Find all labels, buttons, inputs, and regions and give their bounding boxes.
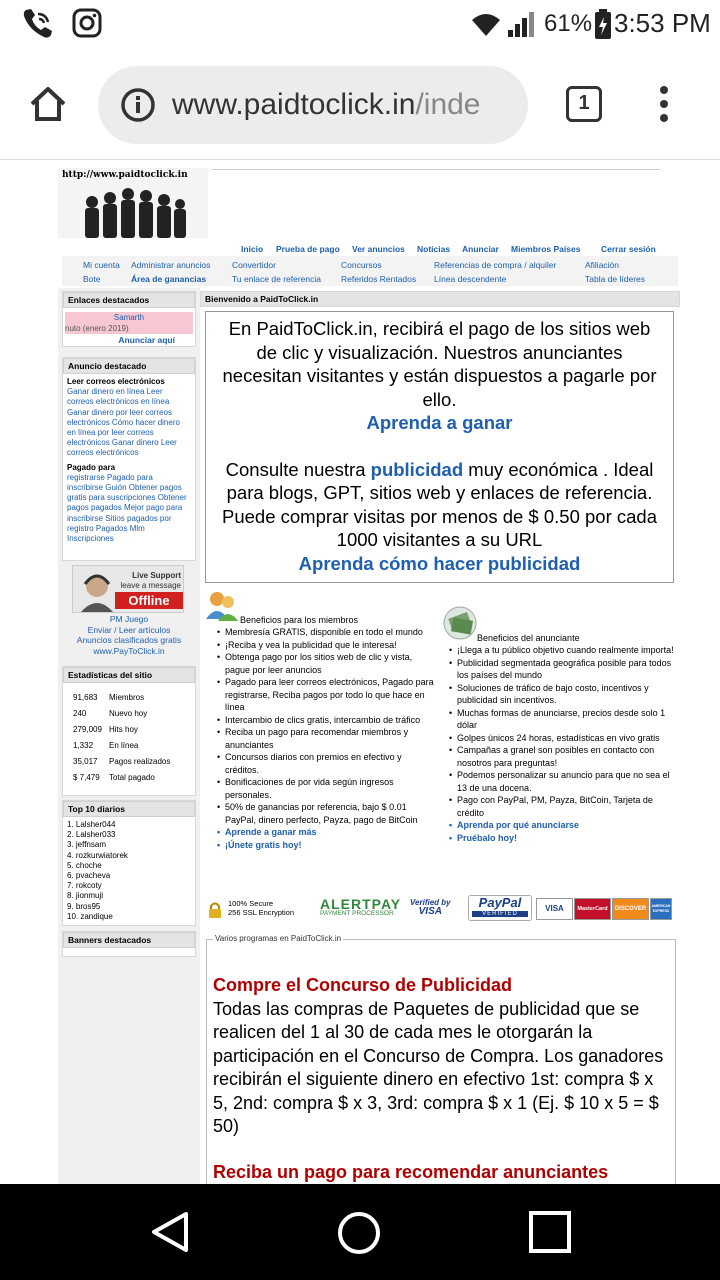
web-page (0, 161, 720, 1184)
alertpay-text: ALERTPAY (320, 896, 402, 912)
consult-after: muy económica . Ideal para blogs, GPT, sitios web y enlaces de referencia. Puede comprar visitas por menos de $ 0.50 por cada 1000 visitantes a su URL (222, 458, 657, 550)
nav-miembros-paises[interactable]: Miembros Países (511, 244, 581, 254)
advertiser-benefit: • Muchas formas de anunciarse, precios desde solo 1 dólar (447, 707, 675, 732)
welcome-title: Bienvenido a PaidToClick.in (200, 291, 680, 307)
subnav-concursos[interactable]: Concursos (341, 260, 382, 270)
top10-item: 1. Lalsher044 (67, 820, 116, 829)
subnav-convertidor[interactable]: Convertidor (232, 260, 276, 270)
ssl-badge (228, 899, 294, 917)
home-icon[interactable] (28, 84, 68, 124)
members-icon (205, 589, 239, 621)
stat-row (73, 689, 170, 705)
paytoclick-link[interactable]: www.PayToClick.in (93, 645, 165, 656)
recents-icon[interactable] (528, 1210, 572, 1254)
member-benefit: • Concursos diarios con premios en efectivo y créditos. (215, 751, 435, 776)
payment-logos (206, 895, 676, 923)
member-benefit: • Intercambio de clics gratis, intercambio de tráfico (215, 714, 435, 727)
nav-anunciar[interactable]: Anunciar (462, 244, 499, 254)
stat-value: 1,332 (73, 740, 94, 750)
amex-logo: AMERICAN EXPRESS (650, 898, 672, 920)
tab-switcher-button[interactable] (566, 86, 602, 122)
battery-icon (594, 8, 612, 40)
subnav-area-de-ganancias[interactable]: Área de ganancias (131, 274, 207, 284)
subnav-mi-cuenta[interactable]: Mi cuenta (83, 260, 120, 270)
top10-item: 7. rokcoty (67, 881, 102, 891)
nav-inicio[interactable]: Inicio (241, 244, 264, 254)
live-support-widget[interactable] (72, 565, 184, 613)
top10-item: 8. jionmuji (67, 891, 104, 901)
learn-advertise-link[interactable]: Aprenda cómo hacer publicidad (298, 552, 581, 574)
advertiser-title: Beneficios del anunciante (477, 633, 580, 643)
stat-label: Total pagado (109, 772, 155, 782)
subnav-linea-descendente[interactable]: Línea descendente (434, 274, 507, 284)
paypal-verified-logo (468, 895, 532, 921)
advertise-here-link[interactable]: Anunciar aquí (118, 335, 175, 345)
why-advertise-link[interactable]: • Aprenda por qué anunciarse (447, 819, 675, 832)
top10-item: 6. pvacheva (67, 871, 111, 881)
intro-text: En PaidToClick.in, recibirá el pago de los sitios web de clic y visualización. Nuestros anunciantes necesitan visitantes y están dispuestos a pagarle por ello. (222, 318, 657, 410)
stat-value: 35,017 (73, 756, 98, 766)
subnav-referidos-rentados[interactable]: Referidos Rentados (341, 274, 417, 284)
learn-more-link[interactable]: • Aprende a ganar más (215, 826, 435, 839)
send-articles-link[interactable]: Enviar / Leer artículos (87, 624, 171, 635)
consult-paragraph (216, 458, 663, 552)
free-classified-link[interactable]: Anuncios clasificados gratis (76, 635, 182, 645)
wifi-icon (470, 10, 502, 38)
programs-legend: Varios programas en PaidToClick.in (215, 934, 342, 943)
subnav-referencias-compra[interactable]: Referencias de compra / alquiler (434, 260, 557, 270)
verified-visa-text: VISA (418, 906, 442, 917)
top10-item: 5. choche (67, 860, 102, 870)
tab-count: 1 (578, 92, 590, 114)
site-stats-box (62, 666, 196, 796)
top10-title: Top 10 diarios (63, 801, 195, 817)
learn-earn-link[interactable]: Aprenda a ganar (366, 412, 513, 433)
welcome-header (200, 291, 680, 305)
featured-links-box (62, 291, 196, 347)
ssl-line1: 100% Secure (228, 899, 274, 908)
referral-title: Reciba un pago para recomendar anunciantes (213, 1161, 609, 1182)
info-icon[interactable] (120, 87, 156, 123)
business-people-logo-icon (78, 184, 190, 238)
advertiser-benefit: • Golpes únicos 24 horas, estadísticas en vivo gratis (447, 732, 675, 745)
home-nav-icon[interactable] (336, 1210, 382, 1256)
pm-game-link[interactable]: PM Juego (109, 614, 149, 624)
nav-noticias[interactable]: Noticias (417, 244, 451, 254)
contest-title: Compre el Concurso de Publicidad (213, 975, 513, 995)
verified-by-visa-logo (410, 898, 451, 917)
alertpay-subtext: PAYMENT PROCESSOR (320, 910, 394, 917)
offline-status: Offline (115, 592, 183, 609)
ad1-title: Leer correos electrónicos (67, 377, 165, 386)
subnav-bote[interactable]: Bote (83, 274, 101, 284)
stat-label: Pagos realizados (109, 756, 171, 766)
top10-item: 2. Lalsher033 (67, 830, 116, 840)
money-icon (442, 605, 478, 641)
top10-item: 9. bros95 (67, 901, 101, 911)
advertising-link[interactable]: publicidad (370, 458, 464, 480)
alertpay-logo (320, 896, 401, 917)
stat-label: Nuevo hoy (109, 708, 148, 718)
site-logo[interactable] (58, 168, 208, 238)
subnav-enlace-referencia[interactable]: Tu enlace de referencia (232, 274, 321, 284)
stat-label: En línea (109, 740, 139, 750)
subnav-afiliacion[interactable]: Afiliación (585, 260, 620, 270)
stat-label: Hits hoy (109, 724, 138, 734)
battery-percent: 61% (544, 10, 593, 37)
leave-message-label: leave a message (120, 581, 181, 590)
subnav-administrar-anuncios[interactable]: Administrar anuncios (131, 260, 211, 270)
member-benefit: • 50% de ganancias por referencia, bajo $ 0.01 PayPal, dinero perfecto, Payza, pago de BitCoin (215, 801, 435, 826)
verified-by-text: Verified by (410, 898, 451, 907)
top10-item: 10. zandique (67, 911, 113, 921)
try-today-link[interactable]: • Pruébalo hoy! (447, 832, 675, 845)
advertiser-benefits-list (447, 644, 675, 844)
support-agent-icon (75, 568, 119, 612)
site-stats-title: Estadísticas del sitio (63, 667, 195, 683)
nav-prueba-de-pago[interactable]: Prueba de pago (276, 244, 340, 254)
advertiser-benefit: • ¡Llega a tu público objetivo cuando realmente importa! (447, 644, 675, 657)
ad1-text[interactable]: Ganar dinero en línea Leer correos electrónicos en línea Ganar dinero por leer correos electrónicos Cómo hacer dinero en línea por leer correos electrónicos Ganar dinero Leer correos electrónicos (67, 387, 180, 458)
member-benefit: • ¡Reciba y vea la publicidad que le interesa! (215, 639, 435, 652)
mastercard-logo: MasterCard (574, 898, 611, 920)
status-bar (0, 0, 720, 48)
discover-logo: DISCOVER (612, 898, 649, 920)
advertiser-benefit: • Publicidad segmentada geográfica posible para todos los países del mundo (447, 657, 675, 682)
featured-link-banner[interactable] (65, 312, 193, 334)
instagram-icon (72, 8, 102, 38)
member-benefit: • Reciba un pago para recomendar miembros y anunciantes (215, 726, 435, 751)
intro-box (205, 311, 674, 583)
clock: 3:53 PM (614, 8, 711, 38)
phone-wifi-call-icon (20, 6, 56, 42)
advertiser-benefit: • Campañas a granel son posibles en contacto con nosotros para preguntas! (447, 744, 675, 769)
banners-box (62, 931, 196, 957)
stat-row (73, 769, 170, 785)
consult-before: Consulte nuestra (225, 458, 366, 480)
subnav-tabla-lideres[interactable]: Tabla de líderes (585, 274, 646, 284)
url-domain: www.paidtoclick.in (172, 88, 416, 121)
stat-value: 279,009 (73, 724, 102, 734)
stat-label: Miembros (109, 692, 145, 702)
ad2-text[interactable]: registrarse Pagado para inscribirse Guión Obtener pagos gratis para suscripciones Obtener pagos pagados Mejor pago para inscribirse Sitios pagados por registro Pagados Mlm Inscripciones (67, 472, 187, 544)
android-nav-bar (0, 1184, 720, 1280)
advertiser-benefit: • Pago con PayPal, PM, Payza, BitCoin, Tarjeta de crédito (447, 794, 675, 819)
live-support-label: Live Support (132, 571, 181, 580)
top10-item: 3. jeffnsam (67, 840, 106, 850)
featured-ad-title: Anuncio destacado (63, 358, 195, 374)
more-options-icon[interactable] (654, 84, 674, 124)
url-path: /inde (415, 88, 481, 121)
stat-value: 240 (73, 708, 87, 718)
featured-link-1[interactable]: Samarth (113, 313, 145, 322)
nav-cerrar-sesion[interactable]: Cerrar sesión (601, 244, 656, 254)
signal-icon (506, 10, 538, 38)
stat-row (73, 721, 170, 737)
logo-url-text: http://www.paidtoclick.in (62, 170, 188, 180)
member-benefit: • Bonificaciones de por vida según ingresos personales. (215, 776, 435, 801)
nav-ver-anuncios[interactable]: Ver anuncios (352, 244, 405, 254)
featured-links-title: Enlaces destacados (63, 292, 195, 308)
programs-box (206, 934, 676, 1184)
address-bar[interactable] (98, 66, 528, 144)
visa-card-logo: VISA (536, 898, 573, 920)
top10-item: 4. rozkurwiatorek (67, 850, 128, 860)
advertiser-benefit: • Podemos personalizar su anuncio para que no sea el 13 de una docena. (447, 769, 675, 794)
advertiser-benefit: • Soluciones de tráfico de bajo costo, incentivos y publicidad sin incentivos. (447, 682, 675, 707)
ssl-line2: 256 SSL Encryption (228, 908, 295, 917)
contest-text: Todas las compras de Paquetes de publicidad que se realicen del 1 al 30 de cada mes le otorgarán la participación en el Concurso de Compra. Los ganadores recibirán el siguiente dinero en efectivo 1st: compra $ x 5, 2nd: compra $ x 3, 3rd: compra $ x 1 (Ej. $ 10 x 5 = $ 50) (213, 998, 664, 1136)
stat-value: $ 7,479 (73, 772, 100, 782)
stat-row (73, 753, 170, 769)
join-free-link[interactable]: • ¡Únete gratis hoy! (215, 839, 435, 852)
featured-ad-box (62, 357, 196, 561)
site-stats-table (73, 689, 170, 785)
member-benefit: • Obtenga pago por los sitios web de clic y vista, pague por leer anuncios (215, 651, 435, 676)
stat-row (73, 737, 170, 753)
sidebar-links (62, 614, 196, 656)
stat-row (73, 705, 170, 721)
member-benefit: • Membresía GRATIS, disponible en todo el mundo (215, 626, 435, 639)
stat-value: 91,683 (73, 692, 98, 702)
banners-title: Banners destacados (63, 932, 195, 948)
members-title: Beneficios para los miembros (240, 615, 359, 625)
members-benefits-list (215, 626, 435, 851)
back-icon[interactable] (148, 1210, 192, 1254)
paypal-verified-text: VERIFIED (472, 911, 528, 917)
member-benefit: • Pagado para leer correos electrónicos, Pagado para registrarse, Reciba pagos por todo lo que hace en línea (215, 676, 435, 714)
browser-toolbar (0, 48, 720, 160)
paypal-text: PayPal (478, 895, 522, 910)
featured-link-2[interactable]: nuto (enero 2019) (65, 324, 129, 333)
ad2-title: Pagado para (67, 462, 116, 472)
top10-box (62, 800, 196, 926)
lock-icon (208, 901, 222, 919)
sub-nav (62, 256, 678, 286)
